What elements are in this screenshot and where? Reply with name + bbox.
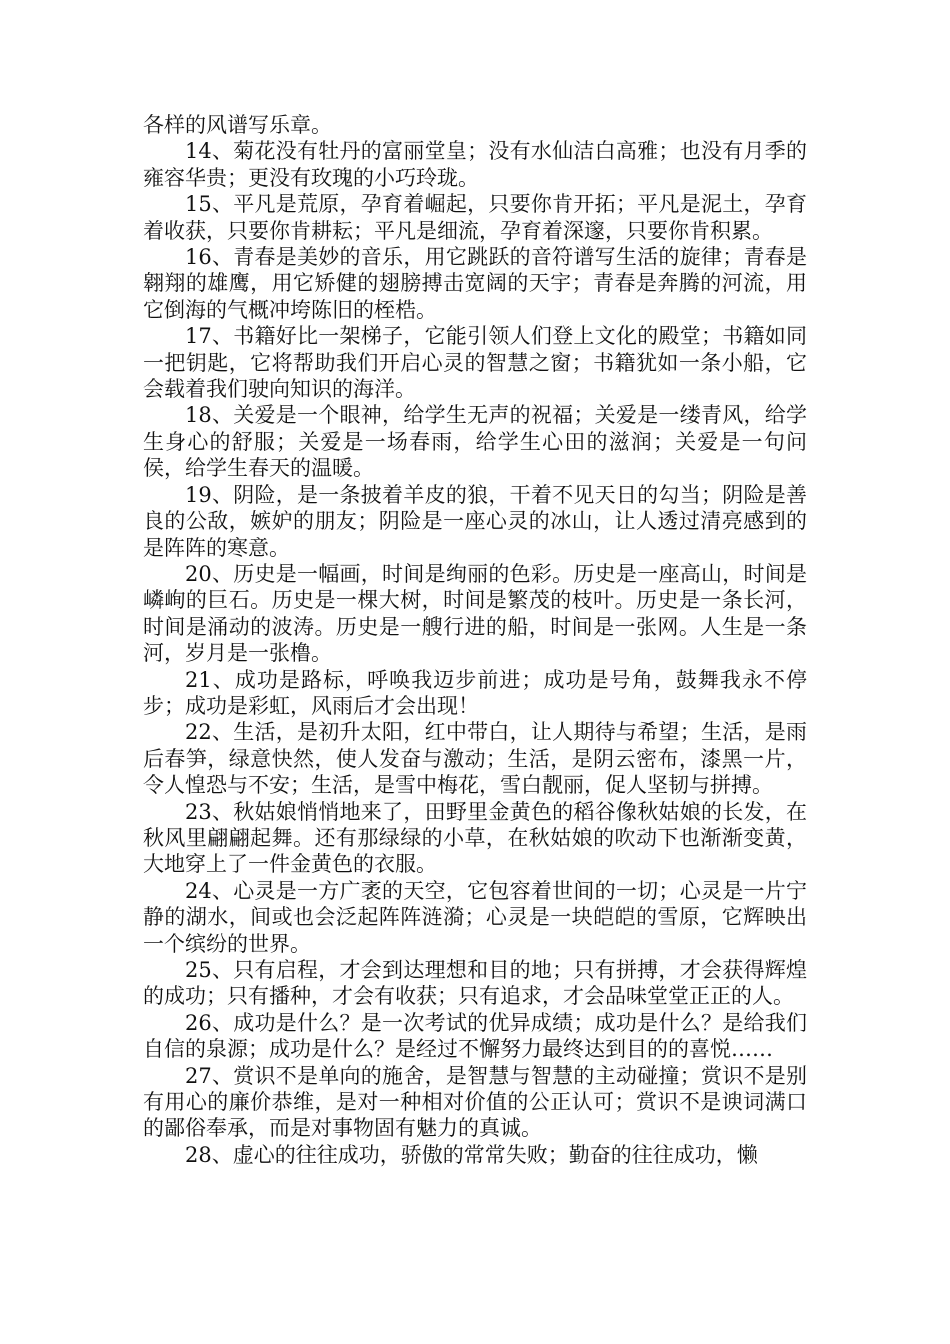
paragraph: 22、生活，是初升太阳，红中带白，让人期待与希望；生活，是雨后春笋，绿意快然，使人发奋与激动；生活，是阴云密布，漆黑一片，令人惶恐与不安；生活，是雪中梅花，雪白靓丽，促人坚韧与拼搏。 xyxy=(143,720,807,798)
paragraph: 19、阴险，是一条披着羊皮的狼，干着不见天日的勾当；阴险是善良的公敌，嫉妒的朋友；阴险是一座心灵的冰山，让人透过清亮感到的是阵阵的寒意。 xyxy=(143,482,807,560)
paragraph: 26、成功是什么？是一次考试的优异成绩；成功是什么？是给我们自信的泉源；成功是什么？是经过不懈努力最终达到目的的喜悦…… xyxy=(143,1010,807,1062)
paragraph: 17、书籍好比一架梯子，它能引领人们登上文化的殿堂；书籍如同一把钥匙，它将帮助我们开启心灵的智慧之窗；书籍犹如一条小船，它会载着我们驶向知识的海洋。 xyxy=(143,324,807,402)
paragraph: 20、历史是一幅画，时间是绚丽的色彩。历史是一座高山，时间是嶙峋的巨石。历史是一棵大树，时间是繁茂的枝叶。历史是一条长河，时间是涌动的波涛。历史是一艘行进的船，时间是一张网。人生是一条河，岁月是一张橹。 xyxy=(143,561,807,666)
paragraph: 15、平凡是荒原，孕育着崛起，只要你肯开拓；平凡是泥土，孕育着收获，只要你肯耕耘；平凡是细流，孕育着深邃，只要你肯积累。 xyxy=(143,192,807,243)
paragraph: 27、赏识不是单向的施舍，是智慧与智慧的主动碰撞；赏识不是别有用心的廉价恭维，是对一种相对价值的公正认可；赏识不是谀词满口的鄙俗奉承，而是对事物固有魅力的真诚。 xyxy=(143,1063,807,1141)
paragraph: 24、心灵是一方广袤的天空，它包容着世间的一切；心灵是一片宁静的湖水，间或也会泛起阵阵涟漪；心灵是一块皑皑的雪原，它辉映出一个缤纷的世界。 xyxy=(143,878,807,956)
paragraph: 21、成功是路标，呼唤我迈步前进；成功是号角，鼓舞我永不停步；成功是彩虹，风雨后才会出现！ xyxy=(143,667,807,718)
document-body xyxy=(143,112,807,1168)
paragraph: 25、只有启程，才会到达理想和目的地；只有拼搏，才会获得辉煌的成功；只有播种，才会有收获；只有追求，才会品味堂堂正正的人。 xyxy=(143,958,807,1009)
paragraph: 14、菊花没有牡丹的富丽堂皇；没有水仙洁白高雅；也没有月季的雍容华贵；更没有玫瑰的小巧玲珑。 xyxy=(143,139,807,190)
paragraph: 各样的风谱写乐章。 xyxy=(143,113,332,137)
paragraph: 28、虚心的往往成功，骄傲的常常失败；勤奋的往往成功，懒 xyxy=(185,1142,758,1167)
paragraph: 18、关爱是一个眼神，给学生无声的祝福；关爱是一缕青风，给学生身心的舒服；关爱是一场春雨，给学生心田的滋润；关爱是一句问侯，给学生春天的温暖。 xyxy=(143,403,807,481)
paragraph: 16、青春是美妙的音乐，用它跳跃的音符谱写生活的旋律；青春是翱翔的雄鹰，用它矫健的翅膀搏击宽阔的天宇；青春是奔腾的河流，用它倒海的气概冲垮陈旧的桎梏。 xyxy=(143,245,807,322)
paragraph: 23、秋姑娘悄悄地来了，田野里金黄色的稻谷像秋姑娘的长发，在秋风里翩翩起舞。还有那绿绿的小草，在秋姑娘的吹动下也渐渐变黄，大地穿上了一件金黄色的衣服。 xyxy=(143,799,807,877)
